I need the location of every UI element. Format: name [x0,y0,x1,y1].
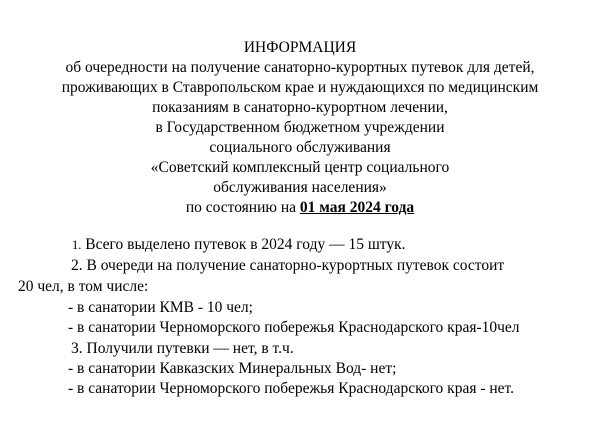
document-title: ИНФОРМАЦИЯ [243,39,357,56]
item-3-sub-2: - в санатории Черноморского побережья Краснодарского края - нет. [68,380,515,397]
subtitle-line-3: показаниям в санаторно-курортном лечении, [152,99,448,116]
item-1-number: 1. [72,238,82,252]
item-3-sub-1: - в санатории Кавказских Минеральных Вод- нет; [68,360,397,377]
item-1 [72,237,406,253]
status-line [0,200,600,216]
item-2-sub-2: - в санатории Черноморского побережья Краснодарского края-10чел [68,319,520,336]
subtitle-line-2: проживающих в Ставропольском крае и нуждающихся по медицинским [61,79,539,96]
item-2-line-2: 20 чел, в том числе: [18,278,149,295]
subtitle-line-5: социального обслуживания [209,139,391,156]
subtitle-line-1: об очередности на получение санаторно-курортных путевок для детей, [65,59,535,76]
item-2-sub-1: - в санатории КМВ - 10 чел; [68,299,253,316]
subtitle-line-6: «Советский комплексный центр социального [150,159,450,176]
status-date: 01 мая 2024 года [299,199,415,216]
subtitle-line-7: обслуживания населения» [213,179,387,196]
subtitle-line-4: в Государственном бюджетном учреждении [155,119,445,136]
item-2-line-1: 2. В очереди на получение санаторно-курортных путевок состоит [71,257,505,274]
item-3-line-1: 3. Получили путевки — нет, в т.ч. [71,340,294,357]
item-1-text: Всего выделено путевок в 2024 году — 15 штук. [81,236,406,253]
status-prefix: по состоянию на [185,199,300,216]
